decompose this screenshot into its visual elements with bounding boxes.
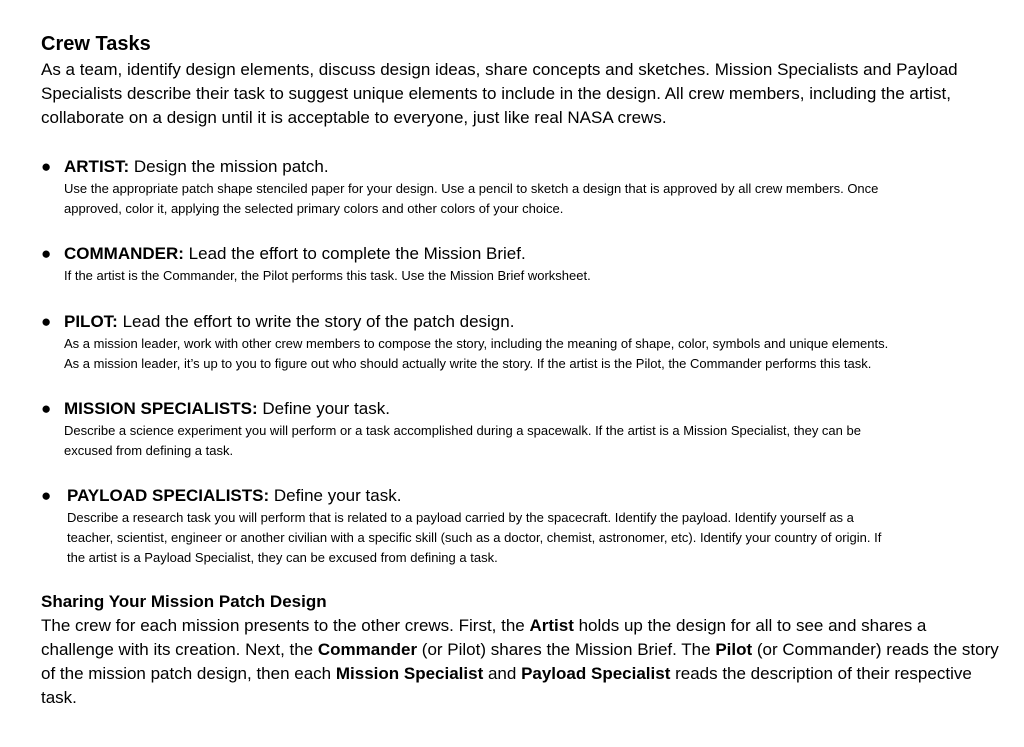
task-heading: [64, 156, 329, 178]
sharing-text: The crew for each mission presents to the other crews. First, the: [41, 616, 530, 635]
task-summary: Define your task.: [269, 486, 402, 505]
crew-tasks-heading: Crew Tasks: [41, 33, 151, 55]
sharing-text: reads the description of their respective task.: [41, 664, 972, 707]
task-description-line: Describe a science experiment you will perform or a task accomplished during a spacewalk. If the artist is a Mission Specialist, they can be: [64, 423, 861, 438]
task-role: PAYLOAD SPECIALISTS:: [67, 486, 270, 505]
task-summary: Lead the effort to write the story of the patch design.: [117, 312, 515, 331]
bullet-icon: ●: [41, 244, 52, 263]
task-description: [64, 179, 989, 219]
task-description: [64, 334, 989, 374]
task-description-line: excused from defining a task.: [64, 443, 234, 458]
bullet-icon: ●: [41, 486, 52, 505]
task-summary: Lead the effort to complete the Mission Brief.: [183, 244, 526, 263]
sharing-role-artist: Artist: [529, 616, 574, 635]
task-description-line: Use the appropriate patch shape stenciled paper for your design. Use a pencil to sketch a design that is approved by all crew members. Once: [64, 181, 879, 196]
sharing-text: and: [483, 664, 522, 683]
task-role: COMMANDER:: [64, 244, 184, 263]
sharing-role-pilot: Pilot: [715, 640, 753, 659]
crew-tasks-intro: As a team, identify design elements, discuss design ideas, share concepts and sketches. Mission Specialists and Payload Specialists describe their task to suggest unique elements to include in the design. All crew members, including the artist, collaborate on a design until it is acceptable to everyone, just like real NASA crews.: [41, 60, 958, 127]
task-summary: Design the mission patch.: [129, 157, 329, 176]
task-heading: [64, 243, 526, 265]
task-description: [64, 266, 989, 286]
task-summary: Define your task.: [257, 399, 390, 418]
sharing-text: (or Pilot) shares the Mission Brief. The: [417, 640, 716, 659]
task-description-line: teacher, scientist, engineer or another civilian with a specific skill (such as a doctor, chemist, astronomer, etc). Identify your country of origin. If: [67, 530, 882, 545]
sharing-text: holds up the design for all to see and shares a challenge with its creation. Next, the: [41, 616, 927, 659]
task-heading: [67, 485, 401, 507]
task-description-line: the artist is a Payload Specialist, they can be excused from defining a task.: [67, 550, 498, 565]
task-role: PILOT:: [64, 312, 118, 331]
sharing-text: (or Commander) reads the story of the mission patch design, then each: [41, 640, 999, 683]
bullet-icon: ●: [41, 157, 52, 176]
task-heading: [64, 311, 514, 333]
task-description-line: As a mission leader, it’s up to you to figure out who should actually write the story. If the artist is the Pilot, the Commander performs this task.: [64, 356, 872, 371]
task-description-line: As a mission leader, work with other crew members to compose the story, including the meaning of shape, color, symbols and unique elements.: [64, 336, 889, 351]
sharing-heading: Sharing Your Mission Patch Design: [41, 592, 327, 611]
bullet-icon: ●: [41, 399, 52, 418]
task-role: ARTIST:: [64, 157, 130, 176]
task-description-line: approved, color it, applying the selected primary colors and other colors of your choice.: [64, 201, 564, 216]
sharing-role-payload-specialist: Payload Specialist: [521, 664, 671, 683]
task-description: [67, 508, 989, 568]
task-heading: [64, 398, 390, 420]
task-description: [64, 421, 989, 461]
sharing-role-mission-specialist: Mission Specialist: [335, 664, 484, 683]
task-description-line: Describe a research task you will perform that is related to a payload carried by the spacecraft. Identify the payload. Identify yourself as a: [67, 510, 854, 525]
bullet-icon: ●: [41, 312, 52, 331]
sharing-role-commander: Commander: [317, 640, 418, 659]
sharing-paragraph: [41, 614, 1001, 710]
task-role: MISSION SPECIALISTS:: [64, 399, 258, 418]
task-description-line: If the artist is the Commander, the Pilot performs this task. Use the Mission Brief worksheet.: [64, 268, 591, 283]
